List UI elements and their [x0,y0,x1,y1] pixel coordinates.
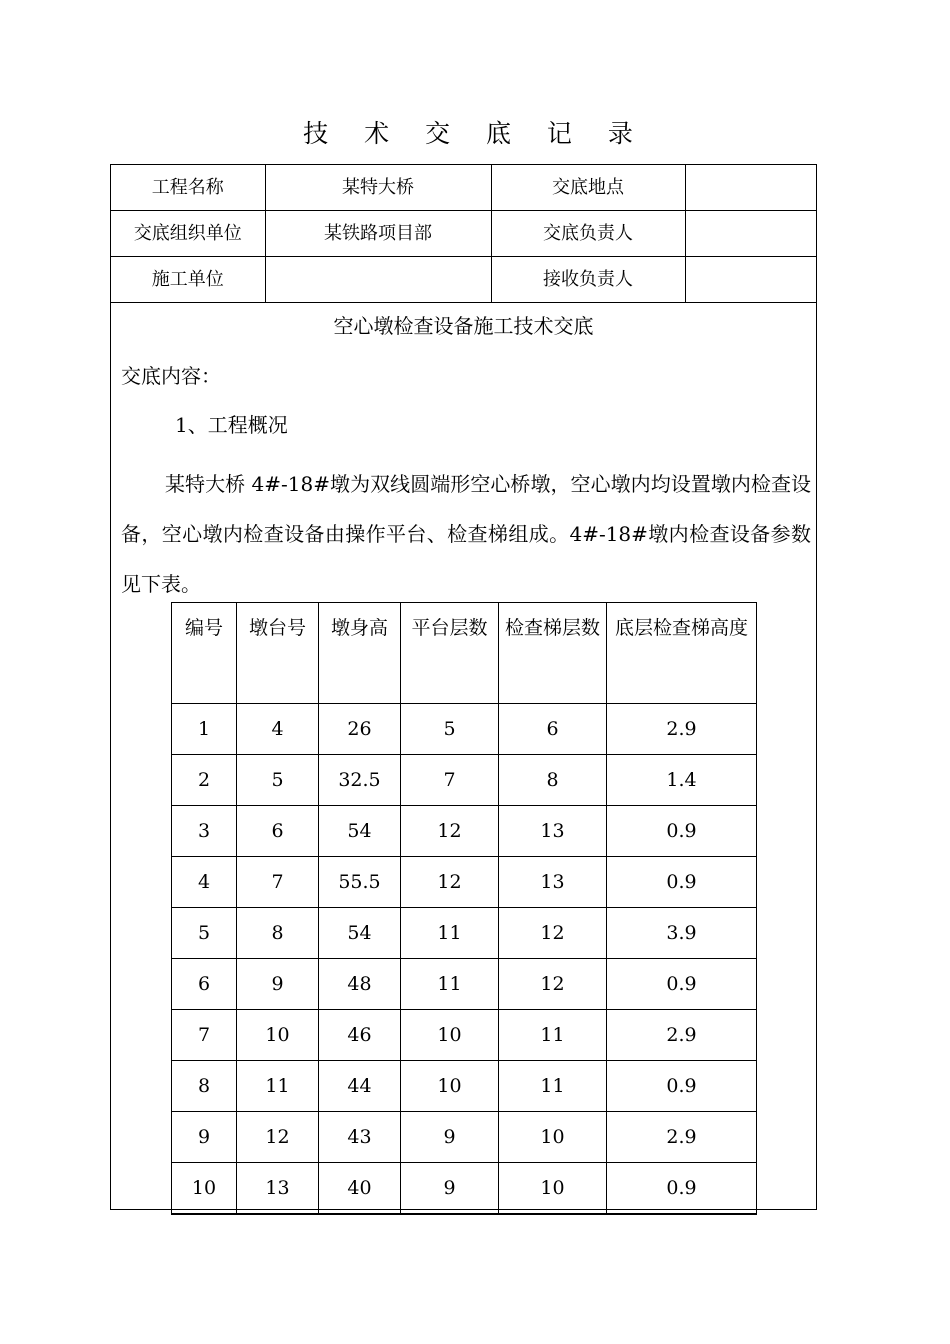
table-cell: 5 [401,704,499,755]
column-header: 墩身高 [319,603,401,704]
table-cell: 13 [499,806,607,857]
table-cell: 7 [237,857,319,908]
construction-unit-value [265,257,491,303]
table-cell: 48 [319,959,401,1010]
content-label: 交底内容： [121,364,221,388]
construction-unit-label: 施工单位 [111,257,265,303]
table-row [172,1163,757,1215]
receiver-label: 接收负责人 [491,257,685,303]
column-header: 编号 [172,603,237,704]
responsible-label: 交底负责人 [491,211,685,257]
table-cell: 6 [499,704,607,755]
document-title: 技 术 交 底 记 录 [303,119,647,148]
location-label: 交底地点 [491,165,685,211]
table-cell: 46 [319,1010,401,1061]
table-cell: 13 [237,1163,319,1215]
table-cell: 10 [499,1112,607,1163]
table-cell: 7 [401,755,499,806]
table-cell: 12 [401,857,499,908]
subject-title: 空心墩检查设备施工技术交底 [333,314,594,338]
table-cell: 11 [499,1061,607,1112]
table-cell: 44 [319,1061,401,1112]
table-cell: 0.9 [607,1163,757,1215]
header-row-org [111,211,816,257]
table-cell: 9 [401,1112,499,1163]
table-cell: 5 [237,755,319,806]
table-cell: 2 [172,755,237,806]
header-row-construction [111,257,816,303]
org-unit-label: 交底组织单位 [111,211,265,257]
table-cell: 2.9 [607,704,757,755]
table-cell: 12 [401,806,499,857]
header-row-project [111,165,816,211]
table-cell: 10 [401,1061,499,1112]
column-header: 平台层数 [401,603,499,704]
table-row [172,959,757,1010]
table-cell: 0.9 [607,959,757,1010]
project-name-value: 某特大桥 [265,165,491,211]
table-cell: 54 [319,908,401,959]
table-cell: 40 [319,1163,401,1215]
table-cell: 3 [172,806,237,857]
column-header: 底层检查梯高度 [607,603,757,704]
table-cell: 3.9 [607,908,757,959]
table-cell: 10 [499,1163,607,1215]
table-cell: 8 [499,755,607,806]
table-cell: 10 [237,1010,319,1061]
table-cell: 55.5 [319,857,401,908]
table-cell: 4 [237,704,319,755]
table-row [172,704,757,755]
section-1-title: 1、工程概况 [175,413,288,437]
receiver-value [685,257,816,303]
table-cell: 0.9 [607,857,757,908]
table-cell: 10 [172,1163,237,1215]
table-row [172,1061,757,1112]
table-cell: 1 [172,704,237,755]
table-cell: 0.9 [607,806,757,857]
table-cell: 11 [499,1010,607,1061]
table-cell: 43 [319,1112,401,1163]
table-cell: 26 [319,704,401,755]
table-row [172,1112,757,1163]
table-cell: 11 [401,908,499,959]
table-cell: 12 [499,959,607,1010]
table-cell: 1.4 [607,755,757,806]
table-cell: 12 [237,1112,319,1163]
table-cell: 0.9 [607,1061,757,1112]
header-table [111,165,816,303]
table-row [172,908,757,959]
record-form [110,164,817,1210]
table-cell: 9 [237,959,319,1010]
table-cell: 2.9 [607,1112,757,1163]
table-cell: 8 [237,908,319,959]
table-cell: 12 [499,908,607,959]
table-cell: 8 [172,1061,237,1112]
table-row [172,1010,757,1061]
table-cell: 7 [172,1010,237,1061]
table-cell: 2.9 [607,1010,757,1061]
table-cell: 9 [401,1163,499,1215]
table-row [172,806,757,857]
org-unit-value: 某铁路项目部 [265,211,491,257]
responsible-value [685,211,816,257]
table-cell: 32.5 [319,755,401,806]
table-row [172,857,757,908]
location-value [685,165,816,211]
table-row [172,755,757,806]
overview-paragraph: 某特大桥 4#-18#墩为双线圆端形空心桥墩，空心墩内均设置墩内检查设备，空心墩内检查设备由操作平台、检查梯组成。4#-18#墩内检查设备参数见下表。 [121,472,811,596]
table-cell: 11 [237,1061,319,1112]
table-cell: 6 [237,806,319,857]
column-header: 墩台号 [237,603,319,704]
table-cell: 54 [319,806,401,857]
table-cell: 10 [401,1010,499,1061]
table-cell: 13 [499,857,607,908]
project-name-label: 工程名称 [111,165,265,211]
table-cell: 9 [172,1112,237,1163]
table-cell: 4 [172,857,237,908]
table-cell: 11 [401,959,499,1010]
table-header-row [172,603,757,704]
column-header: 检查梯层数 [499,603,607,704]
parameters-table [171,602,757,1215]
table-cell: 5 [172,908,237,959]
table-cell: 6 [172,959,237,1010]
